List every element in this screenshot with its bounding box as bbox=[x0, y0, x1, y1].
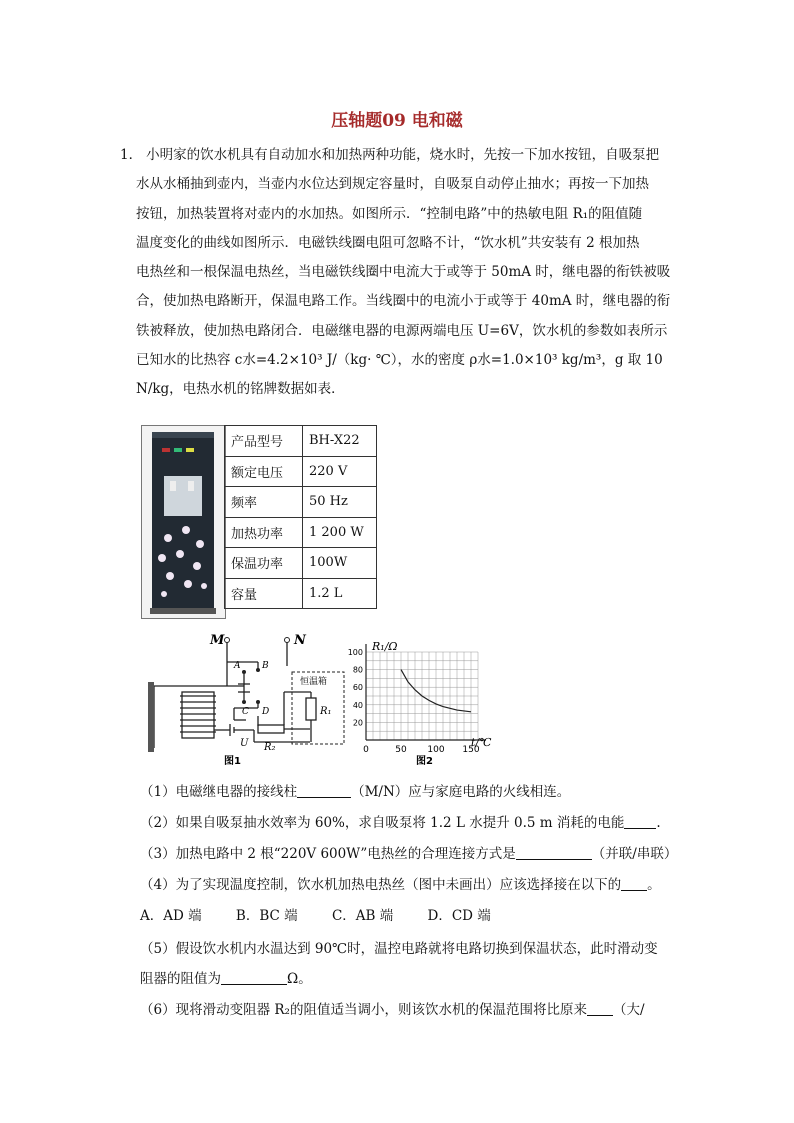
label-c: C bbox=[242, 707, 249, 717]
spec-value: 1 200 W bbox=[303, 517, 377, 548]
y-tick-label: 100 bbox=[347, 648, 363, 657]
answer-blank[interactable] bbox=[221, 970, 287, 985]
figure1-caption: 图1 bbox=[224, 756, 241, 767]
label-m: M bbox=[210, 633, 225, 648]
thermostat-box-label: 恒温箱 bbox=[300, 677, 328, 687]
spec-key: 产品型号 bbox=[225, 426, 303, 457]
label-u: U bbox=[240, 738, 249, 749]
spec-value: 1.2 L bbox=[303, 578, 377, 609]
problem-line: 已知水的比热容 c水=4.2×10³ J/（kg· ℃），水的密度 ρ水=1.0×10³ kg/m³，g 取 10 bbox=[136, 352, 663, 369]
problem-line: N/kg，电热水机的铭牌数据如表． bbox=[136, 381, 345, 398]
label-d: D bbox=[262, 707, 270, 717]
water-dispenser-image bbox=[141, 425, 226, 619]
answer-blank[interactable] bbox=[621, 876, 647, 891]
label-r1: R₁ bbox=[320, 706, 332, 717]
answer-blank[interactable] bbox=[516, 845, 592, 860]
problem-line: 合，使加热电路断开，保温电路工作。当线圈中的电流小于或等于 40mA 时，继电器的衔 bbox=[136, 293, 671, 310]
page-title: 压轴题09 电和磁 bbox=[331, 111, 463, 131]
spec-key: 容量 bbox=[225, 578, 303, 609]
problem-line: 水从水桶抽到壶内，当壶内水位达到规定容量时，自吸泵自动停止抽水；再按一下加热 bbox=[136, 176, 649, 193]
figure2-caption: 图2 bbox=[416, 756, 433, 767]
x-tick-label: 0 bbox=[363, 745, 369, 755]
resistance-temperature-chart bbox=[344, 636, 494, 768]
spec-key: 保温功率 bbox=[225, 548, 303, 579]
question-1: （1）电磁继电器的接线柱 （M/N）应与家庭电路的火线相连。 bbox=[140, 784, 571, 800]
table-row bbox=[225, 517, 377, 548]
spec-value: 50 Hz bbox=[303, 487, 377, 518]
option-c[interactable]: C．AB 端 bbox=[331, 908, 394, 924]
label-n: N bbox=[294, 633, 306, 648]
table-row bbox=[225, 456, 377, 487]
answer-blank[interactable] bbox=[297, 783, 351, 798]
x-tick-label: 150 bbox=[462, 745, 480, 755]
question-3: （3）加热电路中 2 根“220V 600W”电热丝的合理连接方式是 （并联/串联） bbox=[140, 846, 678, 862]
option-d[interactable]: D．CD 端 bbox=[427, 908, 491, 924]
spec-value: 100W bbox=[303, 548, 377, 579]
y-tick-label: 80 bbox=[352, 665, 363, 675]
spec-key: 额定电压 bbox=[225, 456, 303, 487]
label-a: A bbox=[234, 661, 241, 671]
table-row bbox=[225, 578, 377, 609]
label-b: B bbox=[262, 661, 269, 671]
question-5-cont: 阻器的阻值为 Ω。 bbox=[140, 971, 312, 987]
x-axis-label: t/℃ bbox=[471, 736, 492, 749]
table-row bbox=[225, 548, 377, 579]
spec-value: BH-X22 bbox=[303, 426, 377, 457]
circuit-diagram bbox=[134, 630, 350, 768]
x-tick-label: 100 bbox=[427, 745, 445, 755]
answer-blank[interactable] bbox=[587, 1001, 613, 1016]
question-5: （5）假设饮水机内水温达到 90℃时，温控电路就将电路切换到保温状态，此时滑动变 bbox=[140, 941, 658, 957]
table-row bbox=[225, 487, 377, 518]
y-axis-label: R₁/Ω bbox=[372, 640, 398, 653]
x-tick-label: 50 bbox=[395, 745, 407, 755]
problem-line: 按钮，加热装置将对壶内的水加热。如图所示．“控制电路”中的热敏电阻 R₁的阻值随 bbox=[136, 205, 643, 222]
question-2: （2）如果自吸泵抽水效率为 60%，求自吸泵将 1.2 L 水提升 0.5 m 消耗的电能 . bbox=[140, 815, 661, 831]
question-4: （4）为了实现温度控制，饮水机加热电热丝（图中未画出）应该选择接在以下的 。 bbox=[140, 877, 661, 893]
problem-text bbox=[120, 141, 680, 405]
options-row bbox=[140, 904, 700, 924]
answer-blank[interactable] bbox=[624, 814, 656, 829]
y-tick-label: 40 bbox=[352, 700, 363, 710]
label-r2: R₂ bbox=[264, 742, 276, 753]
question-6: （6）现将滑动变阻器 R₂的阻值适当调小，则该饮水机的保温范围将比原来 （大/ bbox=[140, 1002, 645, 1018]
y-tick-label: 20 bbox=[352, 718, 363, 728]
problem-line: 温度变化的曲线如图所示．电磁铁线圈电阻可忽略不计，“饮水机”共安装有 2 根加热 bbox=[136, 234, 640, 251]
problem-line: 1． 小明家的饮水机具有自动加水和加热两种功能，烧水时，先按一下加水按钮，自吸泵把 bbox=[120, 147, 660, 163]
spec-table bbox=[224, 425, 377, 609]
problem-line: 电热丝和一根保温电热丝，当电磁铁线圈中电流大于或等于 50mA 时，继电器的衔铁被吸 bbox=[136, 264, 671, 281]
table-row bbox=[225, 426, 377, 457]
spec-key: 加热功率 bbox=[225, 517, 303, 548]
option-b[interactable]: B．BC 端 bbox=[235, 908, 298, 924]
problem-line: 铁被释放，使加热电路闭合．电磁继电器的电源两端电压 U=6V，饮水机的参数如表所示 bbox=[136, 322, 668, 339]
option-a[interactable]: A．AD 端 bbox=[140, 908, 202, 924]
y-tick-label: 60 bbox=[352, 683, 363, 693]
spec-value: 220 V bbox=[303, 456, 377, 487]
spec-key: 频率 bbox=[225, 487, 303, 518]
